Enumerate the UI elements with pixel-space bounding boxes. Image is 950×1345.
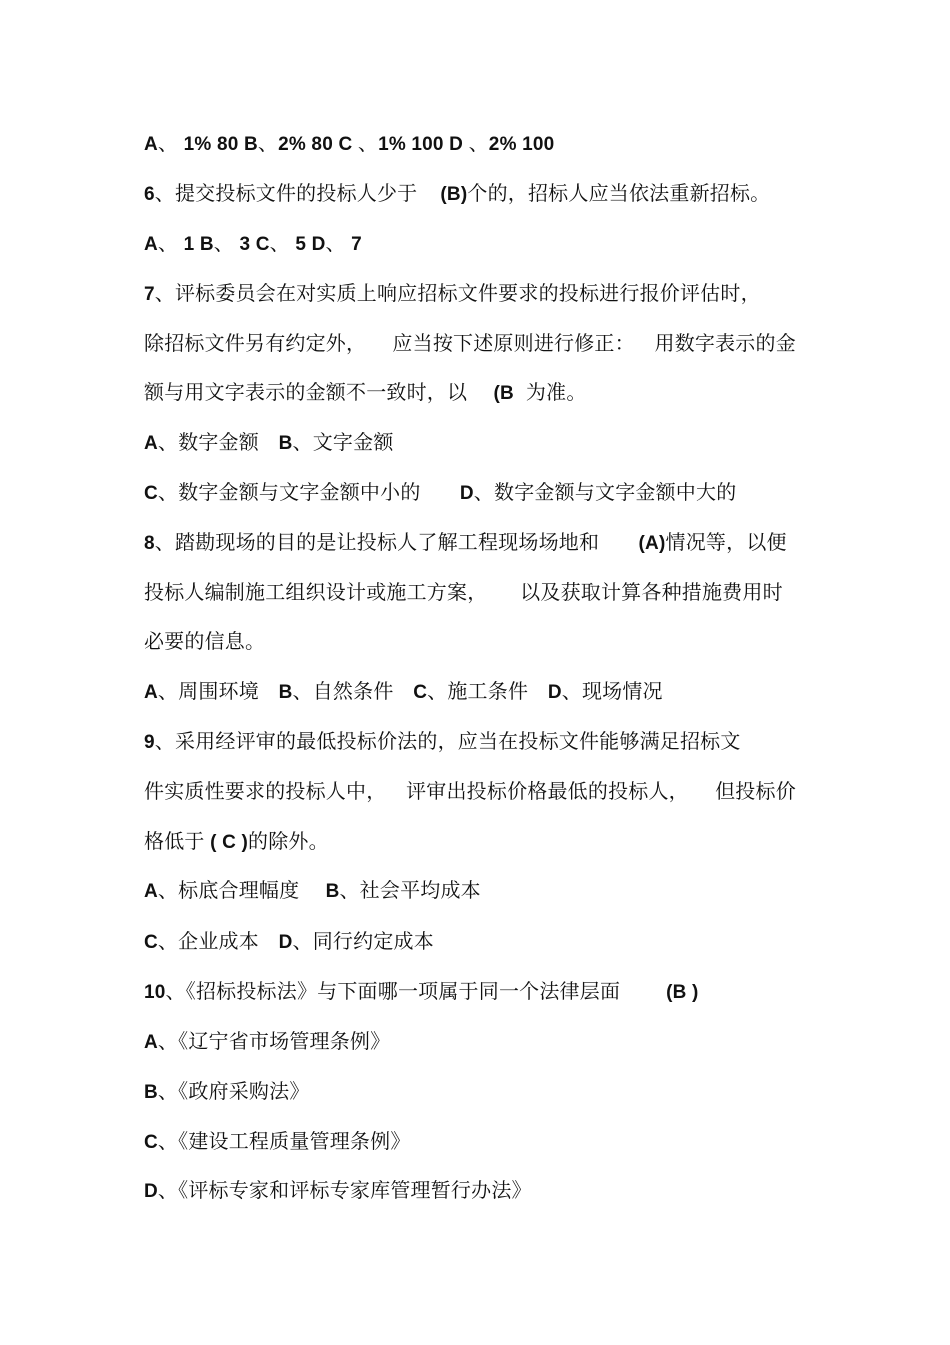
text-line [144,1075,824,1107]
bold-text-run: B [325,881,340,902]
bold-text-run: ( C ) [204,832,249,853]
bold-text-run: B [278,682,293,703]
text-line [144,975,824,1007]
text-run: 、 [468,131,489,155]
text-line [144,1125,824,1157]
text-line [144,127,824,159]
bold-text-run: A [144,234,158,255]
text-run: 、《评标专家和评标专家库管理暂行办法》 [157,1178,532,1202]
text-line [144,775,824,807]
text-run: 、《辽宁省市场管理条例》 [157,1029,391,1053]
text-line [144,327,824,359]
bold-text-run: 6 [144,184,155,205]
bold-text-run: D [144,1181,158,1202]
bold-text-run: 2% 80 C [278,134,358,155]
bold-text-run: A [144,1032,158,1053]
bold-text-run: C [144,1132,158,1153]
text-line [144,576,824,608]
text-run: 、采用经评审的最低投标价法的，应当在投标文件能够满足招标文 [154,729,741,753]
bold-text-run: 3 C [233,234,270,255]
text-run: 、 [257,131,279,155]
bold-text-run: B [278,433,293,454]
text-line [144,476,824,508]
text-run: 、《招标投标法》与下面哪一项属于同一个法律层面 [165,979,667,1003]
bold-text-run: B [144,1082,158,1103]
text-run: 、社会平均成本 [339,878,481,902]
text-run: 、标底合理幅度 [157,878,326,902]
bold-text-run: C [144,932,158,953]
text-line [144,177,824,209]
bold-text-run: 5 D [289,234,326,255]
text-line [144,874,824,906]
bold-text-run: C [144,483,158,504]
bold-text-run: A [144,881,158,902]
bold-text-run: 1% 80 B [178,134,258,155]
bold-text-run: A [144,134,158,155]
text-run: 、 [325,231,346,255]
text-run: 、现场情况 [561,679,663,703]
bold-text-run: (B) [423,184,468,205]
text-line [144,426,824,458]
text-run: 情况等，以便 [665,530,787,554]
text-line [144,925,824,957]
bold-text-run: A [144,682,158,703]
bold-text-run: 7 [144,284,155,305]
bold-text-run: 7 [345,234,362,255]
text-run: 必要的信息。 [144,629,266,653]
text-run: 投标人编制施工组织设计或施工方案， 以及获取计算各种措施费用时 [144,580,783,604]
text-run: 、数字金额 [157,430,279,454]
text-line [144,1025,824,1057]
text-run: 、数字金额与文字金额中小的 [157,480,460,504]
bold-text-run: D [278,932,293,953]
bold-text-run: C [413,682,428,703]
text-line [144,526,824,558]
text-line [144,625,824,657]
bold-text-run: (B ) [666,982,699,1003]
bold-text-run: 2% 100 [488,134,555,155]
bold-text-run: 1% 100 D [378,134,469,155]
bold-text-run: 10 [144,982,166,1003]
text-run: 、企业成本 [157,929,279,953]
text-run: 、 [157,131,179,155]
text-line [144,675,824,707]
text-run: 的除外。 [248,829,329,853]
bold-text-run: (A) [638,533,666,554]
bold-text-run: (B [493,383,520,404]
text-run: 、周围环境 [157,679,279,703]
text-line [144,277,824,309]
text-run: 个的，招标人应当依法重新招标。 [467,181,771,205]
text-run: 格低于 [144,829,205,853]
bold-text-run: D [547,682,562,703]
text-run: 除招标文件另有约定外， 应当按下述原则进行修正： 用数字表示的金 [144,331,796,355]
bold-text-run: 9 [144,732,155,753]
text-run: 件实质性要求的投标人中， 评审出投标价格最低的投标人， 但投标价 [144,779,796,803]
bold-text-run: A [144,433,158,454]
text-run: 、施工条件 [427,679,548,703]
text-line [144,725,824,757]
text-run: 、 [157,231,179,255]
text-line [144,825,824,857]
text-run: 、《建设工程质量管理条例》 [157,1129,411,1153]
text-run: 额与用文字表示的金额不一致时，以 [144,380,494,404]
text-run: 、文字金额 [292,430,394,454]
text-run: 、《政府采购法》 [157,1079,310,1103]
text-run: 为准。 [519,380,587,404]
text-run: 、评标委员会在对实质上响应招标文件要求的投标进行报价评估时， [154,281,761,305]
bold-text-run: 1 B [178,234,214,255]
text-run: 、同行约定成本 [292,929,434,953]
text-run: 、数字金额与文字金额中大的 [473,480,737,504]
bold-text-run: D [459,483,474,504]
text-run: 、自然条件 [292,679,414,703]
text-line [144,1174,824,1206]
bold-text-run: 8 [144,533,155,554]
text-run: 、 [269,231,290,255]
text-run: 、提交投标文件的投标人少于 [154,181,424,205]
text-line [144,227,824,259]
text-run: 、 [357,131,379,155]
text-run: 、 [213,231,234,255]
text-line [144,376,824,408]
text-run: 、踏勘现场的目的是让投标人了解工程现场场地和 [154,530,639,554]
